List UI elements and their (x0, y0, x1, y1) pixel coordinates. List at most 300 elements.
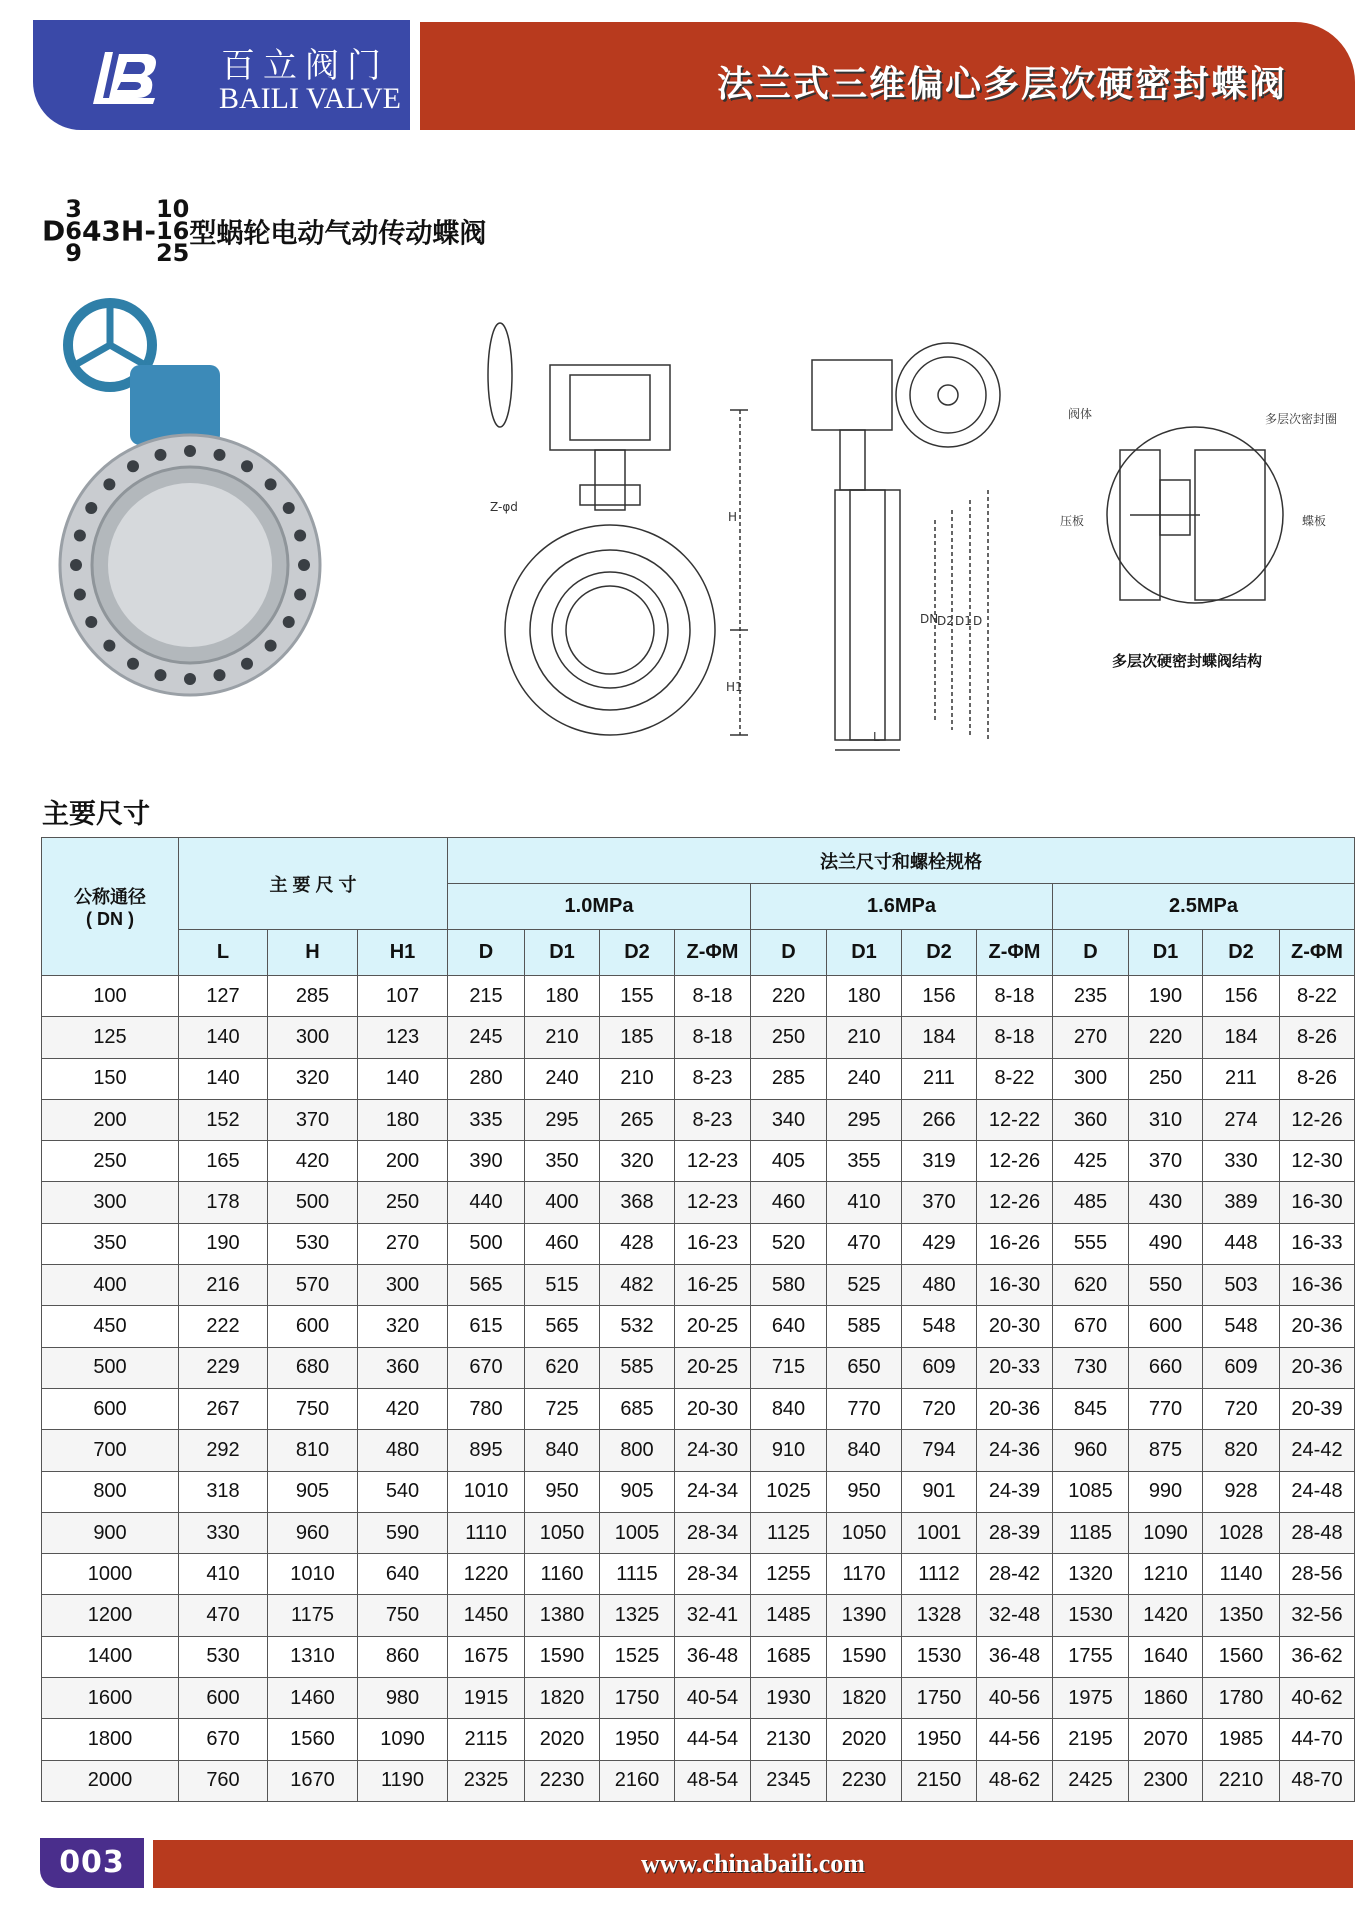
table-cell: 810 (268, 1430, 358, 1471)
table-cell: 530 (268, 1223, 358, 1264)
table-cell: 360 (1053, 1099, 1129, 1140)
table-cell: 1050 (827, 1512, 902, 1553)
table-cell: 1001 (902, 1512, 977, 1553)
table-cell: 2345 (751, 1760, 827, 1801)
table-cell: 2325 (448, 1760, 525, 1801)
table-cell: 460 (525, 1223, 600, 1264)
table-cell: 20-36 (977, 1388, 1053, 1429)
page-title: 法兰式三维偏心多层次硬密封蝶阀 (716, 64, 1287, 105)
table-cell: 429 (902, 1223, 977, 1264)
table-cell: 609 (1203, 1347, 1280, 1388)
table-cell: 335 (448, 1099, 525, 1140)
table-cell: 240 (525, 1058, 600, 1099)
table-cell: 274 (1203, 1099, 1280, 1140)
dn-cell: 600 (42, 1388, 179, 1429)
bolt-hole (70, 559, 82, 571)
subheader-cell: D1 (525, 930, 600, 976)
table-cell: 1590 (525, 1636, 600, 1677)
table-cell: 1975 (1053, 1678, 1129, 1719)
table-cell: 215 (448, 976, 525, 1017)
subheader-cell: D2 (902, 930, 977, 976)
dn-cell: 1000 (42, 1554, 179, 1595)
table-cell: 250 (751, 1017, 827, 1058)
bolt-hole (74, 529, 86, 541)
table-cell: 156 (902, 976, 977, 1017)
subheader-cell: Z-ΦM (675, 930, 751, 976)
label-l: L (873, 730, 880, 744)
table-cell: 389 (1203, 1182, 1280, 1223)
table-cell: 1010 (268, 1554, 358, 1595)
table-cell: 1160 (525, 1554, 600, 1595)
pressure-bottom: 25 (155, 239, 190, 267)
table-cell: 425 (1053, 1141, 1129, 1182)
table-cell: 794 (902, 1430, 977, 1471)
website-url: www.chinabaili.com (153, 1840, 1353, 1888)
table-cell: 390 (448, 1141, 525, 1182)
table-row (42, 1058, 1355, 1099)
table-cell: 440 (448, 1182, 525, 1223)
pressure-mid: 16 (155, 217, 190, 245)
table-cell: 405 (751, 1141, 827, 1182)
table-cell: 2150 (902, 1760, 977, 1801)
table-cell: 960 (1053, 1430, 1129, 1471)
table-cell: 40-54 (675, 1678, 751, 1719)
header-pressure: 1.0MPa (448, 884, 751, 930)
table-cell: 40-62 (1280, 1678, 1355, 1719)
table-cell: 12-26 (1280, 1099, 1355, 1140)
table-cell: 410 (827, 1182, 902, 1223)
table-cell: 600 (268, 1306, 358, 1347)
table-cell: 180 (827, 976, 902, 1017)
table-cell: 1950 (600, 1719, 675, 1760)
bolt-hole (103, 478, 115, 490)
label-h: H (728, 510, 738, 524)
table-cell: 8-26 (1280, 1017, 1355, 1058)
title-banner (420, 22, 1355, 130)
table-cell: 760 (179, 1760, 268, 1801)
table-cell: 184 (902, 1017, 977, 1058)
table-cell: 540 (358, 1471, 448, 1512)
table-cell: 1780 (1203, 1678, 1280, 1719)
table-cell: 905 (600, 1471, 675, 1512)
table-cell: 32-41 (675, 1595, 751, 1636)
table-cell: 500 (268, 1182, 358, 1223)
table-cell: 910 (751, 1430, 827, 1471)
dn-cell: 300 (42, 1182, 179, 1223)
table-cell: 990 (1129, 1471, 1203, 1512)
bolt-hole (184, 673, 196, 685)
dn-cell: 125 (42, 1017, 179, 1058)
model-drive-stack (65, 195, 82, 267)
table-cell: 210 (827, 1017, 902, 1058)
table-cell: 220 (751, 976, 827, 1017)
bolt-hole (85, 616, 97, 628)
table-cell: 570 (268, 1265, 358, 1306)
subheader-cell: D (1053, 930, 1129, 976)
table-cell: 490 (1129, 1223, 1203, 1264)
table-cell: 36-48 (675, 1636, 751, 1677)
dn-cell: 1600 (42, 1678, 179, 1719)
dn-cell: 250 (42, 1141, 179, 1182)
table-cell: 840 (751, 1388, 827, 1429)
table-cell: 1685 (751, 1636, 827, 1677)
table-cell: 1675 (448, 1636, 525, 1677)
table-cell: 480 (358, 1430, 448, 1471)
table-cell: 140 (179, 1017, 268, 1058)
table-cell: 770 (1129, 1388, 1203, 1429)
table-cell: 670 (448, 1347, 525, 1388)
table-row (42, 1141, 1355, 1182)
table-cell: 928 (1203, 1471, 1280, 1512)
table-cell: 1750 (600, 1678, 675, 1719)
table-cell: 8-18 (675, 1017, 751, 1058)
table-cell: 685 (600, 1388, 675, 1429)
table-cell: 211 (902, 1058, 977, 1099)
table-cell: 565 (448, 1265, 525, 1306)
table-cell: 127 (179, 976, 268, 1017)
table-cell: 20-36 (1280, 1306, 1355, 1347)
table-cell: 295 (525, 1099, 600, 1140)
label-dn: DN (920, 612, 939, 626)
table-cell: 1028 (1203, 1512, 1280, 1553)
table-cell: 550 (1129, 1265, 1203, 1306)
dn-cell: 500 (42, 1347, 179, 1388)
bolt-hole (127, 658, 139, 670)
table-cell: 44-70 (1280, 1719, 1355, 1760)
table-cell: 340 (751, 1099, 827, 1140)
table-row (42, 976, 1355, 1017)
table-cell: 330 (179, 1512, 268, 1553)
table-cell: 16-30 (1280, 1182, 1355, 1223)
table-cell: 2425 (1053, 1760, 1129, 1801)
baili-logo-icon (83, 50, 163, 106)
subheader-cell: Z-ΦM (1280, 930, 1355, 976)
table-cell: 1320 (1053, 1554, 1129, 1595)
bolt-hole (85, 502, 97, 514)
table-cell: 715 (751, 1347, 827, 1388)
table-cell: 503 (1203, 1265, 1280, 1306)
table-cell: 267 (179, 1388, 268, 1429)
table-cell: 300 (358, 1265, 448, 1306)
table-row (42, 1554, 1355, 1595)
table-cell: 40-56 (977, 1678, 1053, 1719)
table-cell: 950 (827, 1471, 902, 1512)
table-cell: 1220 (448, 1554, 525, 1595)
table-cell: 470 (179, 1595, 268, 1636)
label-d2: D2 (937, 614, 954, 628)
label-d1: D1 (955, 614, 972, 628)
table-cell: 320 (268, 1058, 358, 1099)
table-cell: 1115 (600, 1554, 675, 1595)
table-cell: 1380 (525, 1595, 600, 1636)
bolt-hole (283, 502, 295, 514)
table-row (42, 1430, 1355, 1471)
table-cell: 140 (358, 1058, 448, 1099)
table-cell: 660 (1129, 1347, 1203, 1388)
table-cell: 470 (827, 1223, 902, 1264)
table-cell: 1310 (268, 1636, 358, 1677)
table-cell: 480 (902, 1265, 977, 1306)
table-cell: 270 (1053, 1017, 1129, 1058)
table-cell: 12-26 (977, 1182, 1053, 1223)
section-title: 主要尺寸 (42, 799, 150, 830)
detail-caption: 多层次硬密封蝶阀结构 (1112, 652, 1263, 670)
table-cell: 840 (525, 1430, 600, 1471)
table-cell: 350 (525, 1141, 600, 1182)
dn-cell: 200 (42, 1099, 179, 1140)
table-cell: 530 (179, 1636, 268, 1677)
table-cell: 980 (358, 1678, 448, 1719)
table-cell: 370 (902, 1182, 977, 1223)
table-cell: 220 (1129, 1017, 1203, 1058)
table-cell: 875 (1129, 1430, 1203, 1471)
table-cell: 1930 (751, 1678, 827, 1719)
table-cell: 210 (525, 1017, 600, 1058)
table-cell: 950 (525, 1471, 600, 1512)
model-designation (42, 195, 487, 268)
table-cell: 123 (358, 1017, 448, 1058)
table-cell: 16-30 (977, 1265, 1053, 1306)
dn-cell: 450 (42, 1306, 179, 1347)
header-pressure: 1.6MPa (751, 884, 1053, 930)
subheader-cell: H (268, 930, 358, 976)
table-cell: 20-39 (1280, 1388, 1355, 1429)
label-press-plate: 压板 (1060, 514, 1085, 528)
table-cell: 16-33 (1280, 1223, 1355, 1264)
table-cell: 1950 (902, 1719, 977, 1760)
dn-cell: 400 (42, 1265, 179, 1306)
header-dn-label: 公称通径 (74, 887, 146, 907)
bolt-hole (283, 616, 295, 628)
table-cell: 1525 (600, 1636, 675, 1677)
table-cell: 32-48 (977, 1595, 1053, 1636)
table-row (42, 1678, 1355, 1719)
table-cell: 210 (600, 1058, 675, 1099)
bolt-hole (265, 640, 277, 652)
table-cell: 1485 (751, 1595, 827, 1636)
table-cell: 229 (179, 1347, 268, 1388)
table-cell: 8-23 (675, 1099, 751, 1140)
table-cell: 780 (448, 1388, 525, 1429)
table-cell: 28-48 (1280, 1512, 1355, 1553)
table-cell: 420 (268, 1141, 358, 1182)
table-cell: 895 (448, 1430, 525, 1471)
dimensions-table (41, 837, 1355, 1802)
header-dn-unit: ( DN ) (86, 909, 134, 929)
label-seal-ring: 多层次密封圈 (1265, 412, 1338, 426)
table-cell: 28-56 (1280, 1554, 1355, 1595)
bolt-hole (127, 460, 139, 472)
table-cell: 2070 (1129, 1719, 1203, 1760)
table-cell: 250 (358, 1182, 448, 1223)
table-cell: 20-25 (675, 1306, 751, 1347)
table-cell: 165 (179, 1141, 268, 1182)
table-cell: 12-23 (675, 1141, 751, 1182)
table-cell: 1420 (1129, 1595, 1203, 1636)
table-cell: 1025 (751, 1471, 827, 1512)
bolt-hole (298, 559, 310, 571)
table-row (42, 1471, 1355, 1512)
table-cell: 16-23 (675, 1223, 751, 1264)
table-cell: 1255 (751, 1554, 827, 1595)
bolt-hole (214, 669, 226, 681)
table-cell: 1050 (525, 1512, 600, 1553)
table-cell: 2300 (1129, 1760, 1203, 1801)
table-cell: 250 (1129, 1058, 1203, 1099)
table-cell: 1450 (448, 1595, 525, 1636)
table-cell: 1090 (1129, 1512, 1203, 1553)
brand-banner (33, 20, 410, 130)
table-cell: 515 (525, 1265, 600, 1306)
table-cell: 548 (1203, 1306, 1280, 1347)
subheader-cell: D (448, 930, 525, 976)
table-cell: 300 (268, 1017, 358, 1058)
table-cell: 1590 (827, 1636, 902, 1677)
table-cell: 905 (268, 1471, 358, 1512)
table-cell: 24-34 (675, 1471, 751, 1512)
table-cell: 680 (268, 1347, 358, 1388)
dn-cell: 150 (42, 1058, 179, 1099)
pressure-top: 10 (155, 195, 190, 223)
table-cell: 2230 (525, 1760, 600, 1801)
page-number: 003 (40, 1838, 144, 1888)
table-cell: 200 (358, 1141, 448, 1182)
model-suffix: 型蜗轮电动气动传动蝶阀 (189, 218, 487, 250)
model-prefix: D (42, 214, 66, 248)
table-row (42, 1595, 1355, 1636)
table-cell: 860 (358, 1636, 448, 1677)
label-valve-body: 阀体 (1068, 407, 1093, 421)
table-cell: 1560 (268, 1719, 358, 1760)
brand-name-cn: 百立阀门 (221, 46, 389, 86)
bolt-hole (294, 589, 306, 601)
table-cell: 48-54 (675, 1760, 751, 1801)
table-cell: 615 (448, 1306, 525, 1347)
drive-top: 3 (65, 195, 82, 223)
table-cell: 12-22 (977, 1099, 1053, 1140)
table-cell: 280 (448, 1058, 525, 1099)
subheader-cell: D1 (827, 930, 902, 976)
table-cell: 245 (448, 1017, 525, 1058)
table-cell: 48-62 (977, 1760, 1053, 1801)
table-cell: 8-18 (977, 976, 1053, 1017)
drive-mid: 6 (65, 217, 82, 245)
bolt-hole (103, 640, 115, 652)
label-h1: H1 (726, 680, 743, 694)
table-cell: 190 (1129, 976, 1203, 1017)
table-cell: 1640 (1129, 1636, 1203, 1677)
table-cell: 32-56 (1280, 1595, 1355, 1636)
table-cell: 370 (268, 1099, 358, 1140)
table-cell: 265 (600, 1099, 675, 1140)
table-cell: 720 (902, 1388, 977, 1429)
table-cell: 8-26 (1280, 1058, 1355, 1099)
dn-cell: 100 (42, 976, 179, 1017)
table-cell: 770 (827, 1388, 902, 1429)
table-cell: 12-23 (675, 1182, 751, 1223)
table-cell: 960 (268, 1512, 358, 1553)
dn-cell: 900 (42, 1512, 179, 1553)
table-cell: 670 (1053, 1306, 1129, 1347)
table-cell: 1560 (1203, 1636, 1280, 1677)
table-cell: 370 (1129, 1141, 1203, 1182)
table-row (42, 1306, 1355, 1347)
table-cell: 640 (751, 1306, 827, 1347)
table-cell: 368 (600, 1182, 675, 1223)
table-cell: 320 (358, 1306, 448, 1347)
table-cell: 1820 (827, 1678, 902, 1719)
table-cell: 1350 (1203, 1595, 1280, 1636)
table-cell: 44-56 (977, 1719, 1053, 1760)
table-cell: 318 (179, 1471, 268, 1512)
dn-cell: 1800 (42, 1719, 179, 1760)
table-cell: 430 (1129, 1182, 1203, 1223)
table-cell: 1915 (448, 1678, 525, 1719)
table-cell: 355 (827, 1141, 902, 1182)
table-cell: 8-22 (1280, 976, 1355, 1017)
dn-cell: 1200 (42, 1595, 179, 1636)
table-cell: 720 (1203, 1388, 1280, 1429)
drive-bottom: 9 (65, 239, 82, 267)
table-cell: 1390 (827, 1595, 902, 1636)
table-cell: 16-25 (675, 1265, 751, 1306)
table-cell: 565 (525, 1306, 600, 1347)
bolt-hole (184, 445, 196, 457)
table-cell: 107 (358, 976, 448, 1017)
table-cell: 24-36 (977, 1430, 1053, 1471)
table-cell: 1090 (358, 1719, 448, 1760)
table-cell: 1750 (902, 1678, 977, 1719)
table-cell: 1325 (600, 1595, 675, 1636)
bolt-hole (74, 589, 86, 601)
table-row (42, 1636, 1355, 1677)
table-row (42, 1099, 1355, 1140)
subheader-cell: D2 (600, 930, 675, 976)
table-cell: 750 (268, 1388, 358, 1429)
table-cell: 820 (1203, 1430, 1280, 1471)
table-cell: 1185 (1053, 1512, 1129, 1553)
table-cell: 292 (179, 1430, 268, 1471)
table-cell: 840 (827, 1430, 902, 1471)
header-flange: 法兰尺寸和螺栓规格 (448, 838, 1355, 884)
bolt-hole (241, 658, 253, 670)
table-row (42, 1512, 1355, 1553)
table-cell: 532 (600, 1306, 675, 1347)
table-cell: 1860 (1129, 1678, 1203, 1719)
table-cell: 266 (902, 1099, 977, 1140)
table-cell: 590 (358, 1512, 448, 1553)
table-row (42, 1265, 1355, 1306)
table-cell: 460 (751, 1182, 827, 1223)
table-cell: 48-70 (1280, 1760, 1355, 1801)
table-cell: 750 (358, 1595, 448, 1636)
table-cell: 156 (1203, 976, 1280, 1017)
table-cell: 1140 (1203, 1554, 1280, 1595)
table-cell: 580 (751, 1265, 827, 1306)
table-cell: 155 (600, 976, 675, 1017)
table-cell: 520 (751, 1223, 827, 1264)
table-cell: 20-33 (977, 1347, 1053, 1388)
table-cell: 1755 (1053, 1636, 1129, 1677)
table-cell: 730 (1053, 1347, 1129, 1388)
table-cell: 24-48 (1280, 1471, 1355, 1512)
table-cell: 320 (600, 1141, 675, 1182)
dn-cell: 800 (42, 1471, 179, 1512)
table-cell: 1328 (902, 1595, 977, 1636)
table-cell: 330 (1203, 1141, 1280, 1182)
table-cell: 16-26 (977, 1223, 1053, 1264)
table-cell: 2160 (600, 1760, 675, 1801)
